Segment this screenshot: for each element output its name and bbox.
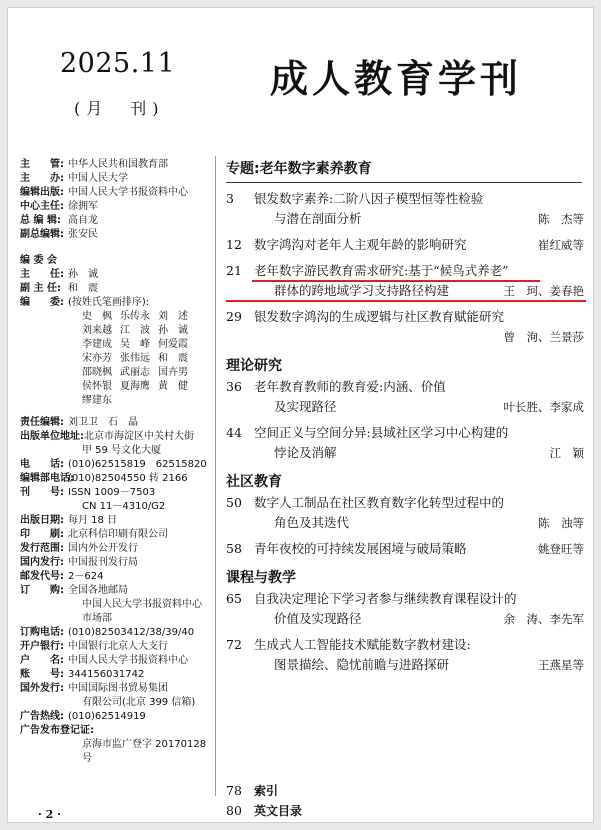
entry-title: 青年夜校的可持续发展困境与破局策略	[254, 541, 467, 556]
masthead-key: 印 刷:	[20, 529, 64, 540]
masthead-value: 张安民	[68, 229, 98, 240]
committee-members	[20, 310, 208, 408]
frequency-label: (月 刊)	[74, 99, 165, 118]
masthead-row	[20, 500, 210, 514]
highlight-underline	[226, 300, 586, 302]
masthead-value: (010)62515819 62515820	[68, 459, 207, 470]
member-name: 邵晓枫	[82, 367, 112, 378]
entry-page: 50	[226, 495, 242, 510]
masthead-key: 户 名:	[20, 655, 64, 666]
masthead-key: 发行范围:	[20, 543, 64, 554]
entry-author: 江 颖	[549, 446, 584, 460]
masthead-row	[20, 228, 210, 242]
entry-page: 72	[226, 637, 242, 652]
member-name: 宋亦芳	[82, 353, 112, 364]
entry-author: 姚登旺等	[538, 542, 584, 556]
masthead-row	[20, 598, 210, 612]
masthead-row	[20, 556, 210, 570]
toc-entry[interactable]	[226, 635, 586, 675]
masthead-row	[20, 486, 210, 500]
masthead-value: 全国各地邮局	[68, 585, 128, 596]
toc-entry[interactable]	[226, 261, 586, 301]
journal-title: 成人教育学刊	[270, 57, 523, 101]
masthead-key	[20, 612, 68, 626]
member-name: 张伟远	[120, 353, 150, 364]
masthead-row	[20, 654, 210, 668]
entry-author: 王燕星等	[538, 658, 584, 672]
masthead-key: 编辑出版:	[20, 187, 64, 198]
toc-entry[interactable]	[226, 377, 586, 417]
masthead-key: 开户银行:	[20, 641, 64, 652]
masthead-value: (按姓氏笔画排序):	[68, 297, 150, 308]
masthead-key: 账 号:	[20, 669, 64, 680]
masthead-key	[20, 738, 68, 766]
masthead-value: 北京科信印刷有限公司	[68, 529, 168, 540]
masthead-row	[20, 268, 210, 282]
masthead-value	[94, 724, 210, 738]
masthead-row	[20, 528, 210, 542]
masthead-row	[20, 458, 210, 472]
entry-title: 索引	[254, 784, 279, 798]
masthead-row	[20, 724, 210, 738]
masthead-key: 广告热线:	[20, 711, 64, 722]
highlight-underline	[252, 280, 540, 282]
masthead-row	[20, 200, 210, 214]
committee-label: 编 委 会	[20, 255, 57, 266]
entry-title-cont: 及实现路径	[274, 399, 337, 414]
entry-title: 银发数字素养:二阶八因子模型恒等性检验	[254, 191, 484, 206]
masthead-value: (010)82504550 转 2166	[68, 473, 188, 484]
masthead-key	[20, 696, 68, 710]
masthead-key: 出版单位地址:	[20, 431, 84, 442]
entry-title: 自我决定理论下学习者参与继续教育课程设计的	[254, 591, 517, 606]
section-heading: 理论研究	[226, 358, 282, 374]
masthead-value: 刘卫卫 石 晶	[68, 417, 138, 428]
entry-title: 数字人工制品在社区教育数字化转型过程中的	[254, 495, 505, 510]
masthead-row	[20, 696, 210, 710]
member-name: 江 波	[120, 325, 150, 336]
member-name: 和 震	[158, 353, 188, 364]
toc-entry[interactable]	[226, 589, 586, 629]
masthead-key: 中心主任:	[20, 201, 64, 212]
section-heading: 专题:老年数字素养教育	[226, 158, 582, 183]
masthead-key: 编 委:	[20, 297, 64, 308]
masthead-value: CN 11－4310/G2	[82, 501, 166, 512]
masthead-key: 主 管:	[20, 159, 64, 170]
entry-page: 58	[226, 541, 242, 556]
masthead-row	[20, 186, 210, 200]
member-name: 武丽志	[120, 367, 150, 378]
entry-title: 老年教育教师的教育爱:内涵、价值	[254, 379, 446, 394]
masthead-key: 副总编辑:	[20, 229, 64, 240]
masthead-row	[20, 472, 210, 486]
masthead-row	[20, 668, 210, 682]
masthead-key: 总 编 辑:	[20, 215, 61, 226]
toc-entry[interactable]	[226, 801, 586, 821]
masthead-value: 中国人民大学书报资料中心	[82, 599, 202, 610]
masthead-key: 订 购:	[20, 585, 64, 596]
masthead-value: 和 震	[68, 283, 98, 294]
masthead-key: 订购电话:	[20, 627, 64, 638]
page-number: · 2 ·	[38, 808, 61, 821]
masthead-key	[20, 500, 68, 514]
masthead-row	[20, 570, 210, 584]
entry-author: 崔红威等	[538, 238, 584, 252]
entry-title-cont: 角色及其迭代	[274, 515, 350, 530]
masthead-key: 电 话:	[20, 459, 64, 470]
masthead-value: 市场部	[82, 613, 112, 624]
masthead-row	[20, 214, 210, 228]
toc-entry[interactable]	[226, 539, 586, 559]
masthead-key	[20, 598, 68, 612]
toc-entry[interactable]	[226, 307, 586, 347]
masthead-value: 中华人民共和国教育部	[68, 159, 168, 170]
masthead-value: 中国银行北京人大支行	[68, 641, 168, 652]
member-name: 侯怀银	[82, 381, 112, 392]
entry-page: 78	[226, 783, 242, 798]
masthead-row	[20, 416, 210, 430]
masthead-value: 甲 59 号文化大厦	[82, 445, 162, 456]
member-name: 吴 峰	[120, 339, 150, 350]
masthead-value: 京海市监广登字 20170128 号	[82, 739, 207, 764]
entry-page: 12	[226, 237, 242, 252]
entry-title: 英文目录	[254, 804, 303, 818]
toc-entry[interactable]	[226, 423, 586, 463]
masthead-key: 邮发代号:	[20, 571, 64, 582]
section-heading: 课程与教学	[226, 570, 296, 586]
entry-title-cont: 群体的跨地域学习支持路径构建	[274, 283, 450, 298]
masthead-key	[20, 444, 68, 458]
masthead-row	[20, 296, 210, 310]
entry-page: 29	[226, 309, 242, 324]
entry-title-cont: 与潜在剖面分析	[274, 211, 362, 226]
entry-author: 王 珂、姜春艳	[503, 284, 584, 298]
member-name: 孙 诚	[158, 325, 188, 336]
entry-page: 36	[226, 379, 242, 394]
entry-title: 老年数字游民教育需求研究:基于“候鸟式养老”	[254, 263, 509, 278]
masthead-value: 344156031742	[68, 669, 145, 680]
member-name: 夏海鹰	[120, 381, 150, 392]
masthead-row	[20, 640, 210, 654]
member-name: 刘 述	[158, 311, 188, 322]
masthead-row	[20, 444, 210, 458]
masthead-value: ISSN 1009－7503	[68, 487, 156, 498]
masthead-value: 中国人民大学	[68, 173, 128, 184]
masthead-key: 责任编辑:	[20, 417, 64, 428]
masthead-value: 徐拥军	[68, 201, 98, 212]
masthead-value: 2－624	[68, 571, 104, 582]
masthead-key: 主 办:	[20, 173, 64, 184]
masthead-row	[20, 710, 210, 724]
entry-author: 陈 杰等	[538, 212, 584, 226]
masthead-row	[20, 282, 210, 296]
masthead-row	[20, 158, 210, 172]
member-name: 缪建东	[82, 395, 112, 406]
section-heading: 社区教育	[226, 474, 282, 490]
masthead-row	[20, 542, 210, 556]
masthead-row	[20, 738, 210, 766]
masthead	[20, 158, 210, 766]
journal-page	[7, 7, 594, 823]
member-name: 刘来越	[82, 325, 112, 336]
entry-page: 21	[226, 263, 242, 278]
toc-entry[interactable]	[226, 235, 586, 255]
entry-page: 65	[226, 591, 242, 606]
member-name: 何爱霞	[158, 339, 188, 350]
column-divider	[215, 156, 216, 796]
masthead-value: 北京市海淀区中关村大街	[84, 431, 194, 442]
entry-author: 叶长胜、李家成	[503, 400, 584, 414]
masthead-key: 编辑部电话:	[20, 473, 74, 484]
member-name: 史 枫	[82, 311, 112, 322]
masthead-value: 高自龙	[68, 215, 98, 226]
masthead-row	[20, 430, 210, 444]
issue-date: 2025.11	[60, 48, 176, 79]
toc-entry[interactable]	[226, 781, 586, 801]
masthead-key: 国外发行:	[20, 683, 64, 694]
toc-entry[interactable]	[226, 493, 586, 533]
entry-author: 陈 浊等	[538, 516, 584, 530]
member-name: 国卉男	[158, 367, 188, 378]
masthead-key: 刊 号:	[20, 487, 64, 498]
masthead-key: 副 主 任:	[20, 283, 61, 294]
masthead-value: (010)62514919	[68, 711, 146, 722]
masthead-value: 有限公司(北京 399 信箱)	[82, 697, 196, 708]
entry-title-cont: 图景描绘、隐忧前瞻与进路探研	[274, 657, 450, 672]
entry-title: 生成式人工智能技术赋能数字教材建设:	[254, 637, 471, 652]
table-of-contents	[226, 158, 586, 821]
entry-title-cont: 价值及实现路径	[274, 611, 362, 626]
masthead-key: 主 任:	[20, 269, 64, 280]
masthead-key: 国内发行:	[20, 557, 64, 568]
entry-title: 空间正义与空间分异:县域社区学习中心构建的	[254, 425, 509, 440]
member-name: 黄 健	[158, 381, 188, 392]
entry-title-cont: 悖论及消解	[274, 445, 337, 460]
masthead-key: 广告发布登记证:	[20, 725, 94, 736]
masthead-key: 出版日期:	[20, 515, 64, 526]
entry-page: 80	[226, 803, 242, 818]
toc-entry[interactable]	[226, 189, 586, 229]
masthead-value: 国内外公开发行	[68, 543, 138, 554]
masthead-row	[20, 682, 210, 696]
masthead-value: 中国国际图书贸易集团	[68, 683, 168, 694]
masthead-value: 中国人民大学书报资料中心	[68, 655, 188, 666]
masthead-row	[20, 612, 210, 626]
masthead-row	[20, 584, 210, 598]
entry-title: 银发数字鸿沟的生成逻辑与社区教育赋能研究	[254, 309, 505, 324]
entry-title: 数字鸿沟对老年人主观年龄的影响研究	[254, 237, 467, 252]
masthead-row	[20, 626, 210, 640]
masthead-value: 中国报刊发行局	[68, 557, 138, 568]
masthead-value: (010)82503412/38/39/40	[68, 627, 195, 638]
masthead-value: 中国人民大学书报资料中心	[68, 187, 188, 198]
masthead-value: 每月 18 日	[68, 515, 118, 526]
masthead-row	[20, 172, 210, 186]
entry-page: 44	[226, 425, 242, 440]
entry-page: 3	[226, 191, 234, 206]
masthead-row	[20, 514, 210, 528]
entry-author: 余 涛、李先军	[503, 612, 584, 626]
masthead-value: 孙 诚	[68, 269, 98, 280]
member-name: 乐传永	[120, 311, 150, 322]
member-name: 李建成	[82, 339, 112, 350]
entry-author: 曾 洵、兰景莎	[503, 330, 584, 344]
